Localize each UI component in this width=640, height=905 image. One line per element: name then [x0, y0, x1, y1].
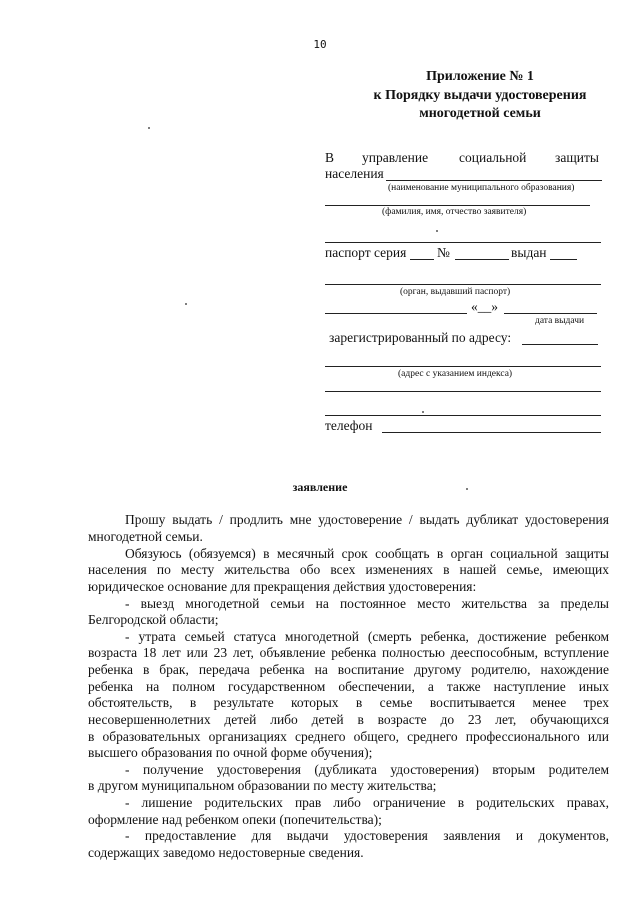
date-line-2	[504, 313, 597, 314]
addressee-zashity: защиты	[555, 150, 599, 165]
phone-line	[382, 432, 601, 433]
issuer-line	[325, 284, 601, 285]
body-line: - утрата семьей статуса многодетной (смерть ребенка, достижение ребенком	[125, 629, 609, 644]
addressee-naseleniya: населения	[325, 166, 384, 181]
address-line-1	[325, 366, 601, 367]
body-line: ребенка на полном государственном обеспечении, а также наступление иных	[88, 679, 609, 694]
caption-fio: (фамилия, имя, отчество заявителя)	[382, 207, 527, 217]
caption-municipality: (наименование муниципального образования)	[388, 183, 575, 193]
phone-label: телефон	[325, 418, 373, 433]
address-line-2	[325, 391, 601, 392]
body-line: ребенка в брак, передача ребенка на воспитание другому родителю, нахождение	[88, 662, 609, 677]
body-line: - получение удостоверения (дубликата удостоверения) вторым родителем	[125, 762, 609, 777]
fio-line	[325, 205, 590, 206]
date-line-1	[325, 313, 467, 314]
registered-line	[522, 344, 598, 345]
body-line: высшего образования по очной форме обучения);	[88, 745, 373, 760]
body-line: Белгородской области;	[88, 612, 219, 627]
body-line: в другом муниципальном образовании по месту жительства;	[88, 778, 437, 793]
passport-series-label: паспорт серия	[325, 245, 407, 260]
body-line: Прошу выдать / продлить мне удостоверение / выдать дубликат удостоверения	[125, 512, 609, 527]
body-line: - выезд многодетной семьи на постоянное место жительства за пределы	[125, 596, 609, 611]
addressee-v: В	[325, 150, 335, 165]
scan-speck	[422, 411, 424, 413]
passport-series-line	[410, 259, 434, 260]
scan-speck	[148, 127, 150, 129]
passport-number-label: №	[437, 245, 450, 260]
body-line: Обязуюсь (обязуемся) в месячный срок сообщать в орган социальной защиты	[125, 546, 609, 561]
addressee-upravlenie: управление	[362, 150, 429, 165]
caption-date: дата выдачи	[535, 316, 585, 326]
body-line: в образовательных организациях среднего общего, среднего профессионального или	[88, 729, 609, 744]
addressee-socialnoy: социальной	[459, 150, 527, 165]
scan-speck	[466, 488, 468, 490]
appendix-line-1: Приложение № 1	[426, 69, 534, 84]
body-line: несовершеннолетних детей либо детей в возрасте до 23 лет, обучающихся	[88, 712, 609, 727]
scan-speck	[185, 303, 187, 305]
municipality-line	[386, 180, 602, 181]
passport-issued-label: выдан	[511, 245, 547, 260]
passport-issued-line	[550, 259, 577, 260]
appendix-line-3: многодетной семьи	[419, 106, 541, 121]
date-quotes: «__»	[471, 299, 498, 314]
page-number: 10	[313, 38, 327, 51]
statement-title: заявление	[292, 480, 348, 494]
body-line: - лишение родительских прав либо ограничение в родительских правах,	[125, 795, 609, 810]
registered-label: зарегистрированный по адресу:	[329, 330, 512, 345]
address-line-3	[325, 415, 601, 416]
body-line: населения по месту жительства обо всех изменениях в нашей семье, имеющих	[88, 562, 609, 577]
body-line: возраста 18 лет или 23 лет, объявление ребенка полностью дееспособным, вступление	[88, 645, 609, 660]
body-line: - предоставление для выдачи удостоверения заявления и документов,	[125, 828, 609, 843]
fio-line-2	[325, 242, 601, 243]
body-line: содержащих заведомо недостоверные сведения.	[88, 845, 364, 860]
body-line: многодетной семьи.	[88, 529, 203, 544]
body-line: юридическое основание для прекращения действия удостоверения:	[88, 579, 477, 594]
body-line: оформление над ребенком опеки (попечительства);	[88, 812, 382, 827]
passport-number-line	[455, 259, 509, 260]
caption-issuer: (орган, выдавший паспорт)	[400, 287, 511, 297]
scan-speck	[436, 230, 438, 232]
caption-address: (адрес с указанием индекса)	[398, 369, 513, 379]
appendix-line-2: к Порядку выдачи удостоверения	[373, 88, 587, 103]
body-line: обстоятельств, в результате которых в семье воспитывается менее трех	[88, 695, 609, 710]
